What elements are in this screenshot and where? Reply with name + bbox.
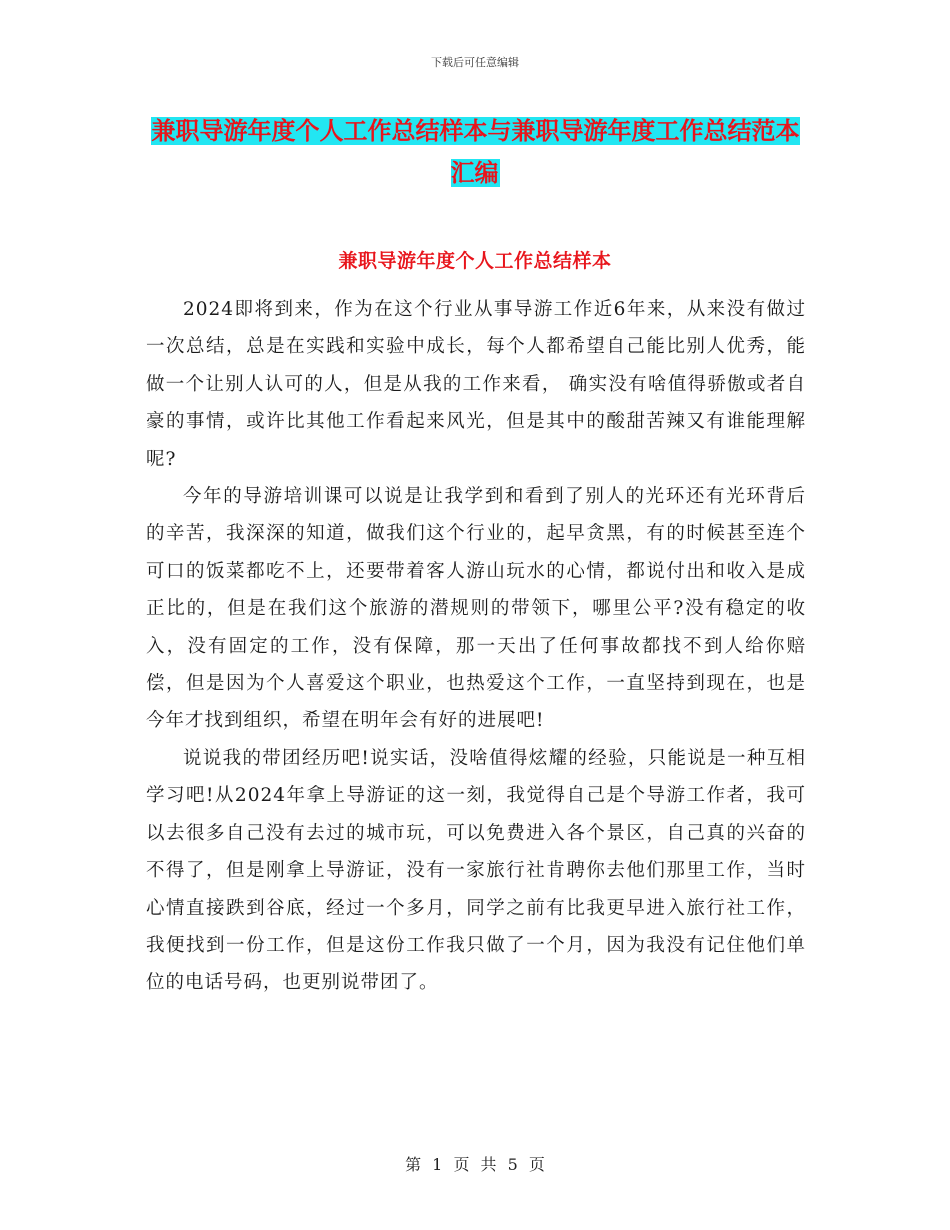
- document-title-text: 兼职导游年度个人工作总结样本与兼职导游年度工作总结范本汇编: [151, 117, 800, 187]
- body-paragraph: 说说我的带团经历吧!说实话，没啥值得炫耀的经验，只能说是一种互相学习吧!从2024年拿上导游证的这一刻，我觉得自己是个导游工作者，我可以去很多自己没有去过的城市玩，可以免费进入各个景区，自己真的兴奋的不得了，但是刚拿上导游证，没有一家旅行社肯聘你去他们那里工作，当时心情直接跌到谷底，经过一个多月，同学之前有比我更早进入旅行社工作，我便找到一份工作，但是这份工作我只做了一个月，因为我没有记住他们单位的电话号码，也更别说带团了。: [146, 747, 806, 994]
- page-number: 第 1 页 共 5 页: [405, 1155, 545, 1174]
- page-header-note: 下载后可任意编辑: [431, 56, 519, 69]
- document-title: [145, 110, 805, 194]
- document-body: [146, 291, 806, 1002]
- section-title: 兼职导游年度个人工作总结样本: [338, 250, 612, 272]
- body-paragraph: 2024即将到来，作为在这个行业从事导游工作近6年来，从来没有做过一次总结，总是在实践和实验中成长，每个人都希望自己能比别人优秀，能做一个让别人认可的人，但是从我的工作来看， 确实没有啥值得骄傲或者自豪的事情，或许比其他工作看起来风光，但是其中的酸甜苦辣又有谁能理解呢?: [146, 299, 806, 470]
- body-paragraph: 今年的导游培训课可以说是让我学到和看到了别人的光环还有光环背后的辛苦，我深深的知道，做我们这个行业的，起早贪黑，有的时候甚至连个可口的饭菜都吃不上，还要带着客人游山玩水的心情，都说付出和收入是成正比的，但是在我们这个旅游的潜规则的带领下，哪里公平?没有稳定的收入，没有固定的工作，没有保障，那一天出了任何事故都找不到人给你赔偿，但是因为个人喜爱这个职业，也热爱这个工作，一直坚持到现在，也是今年才找到组织，希望在明年会有好的进展吧!: [146, 486, 806, 732]
